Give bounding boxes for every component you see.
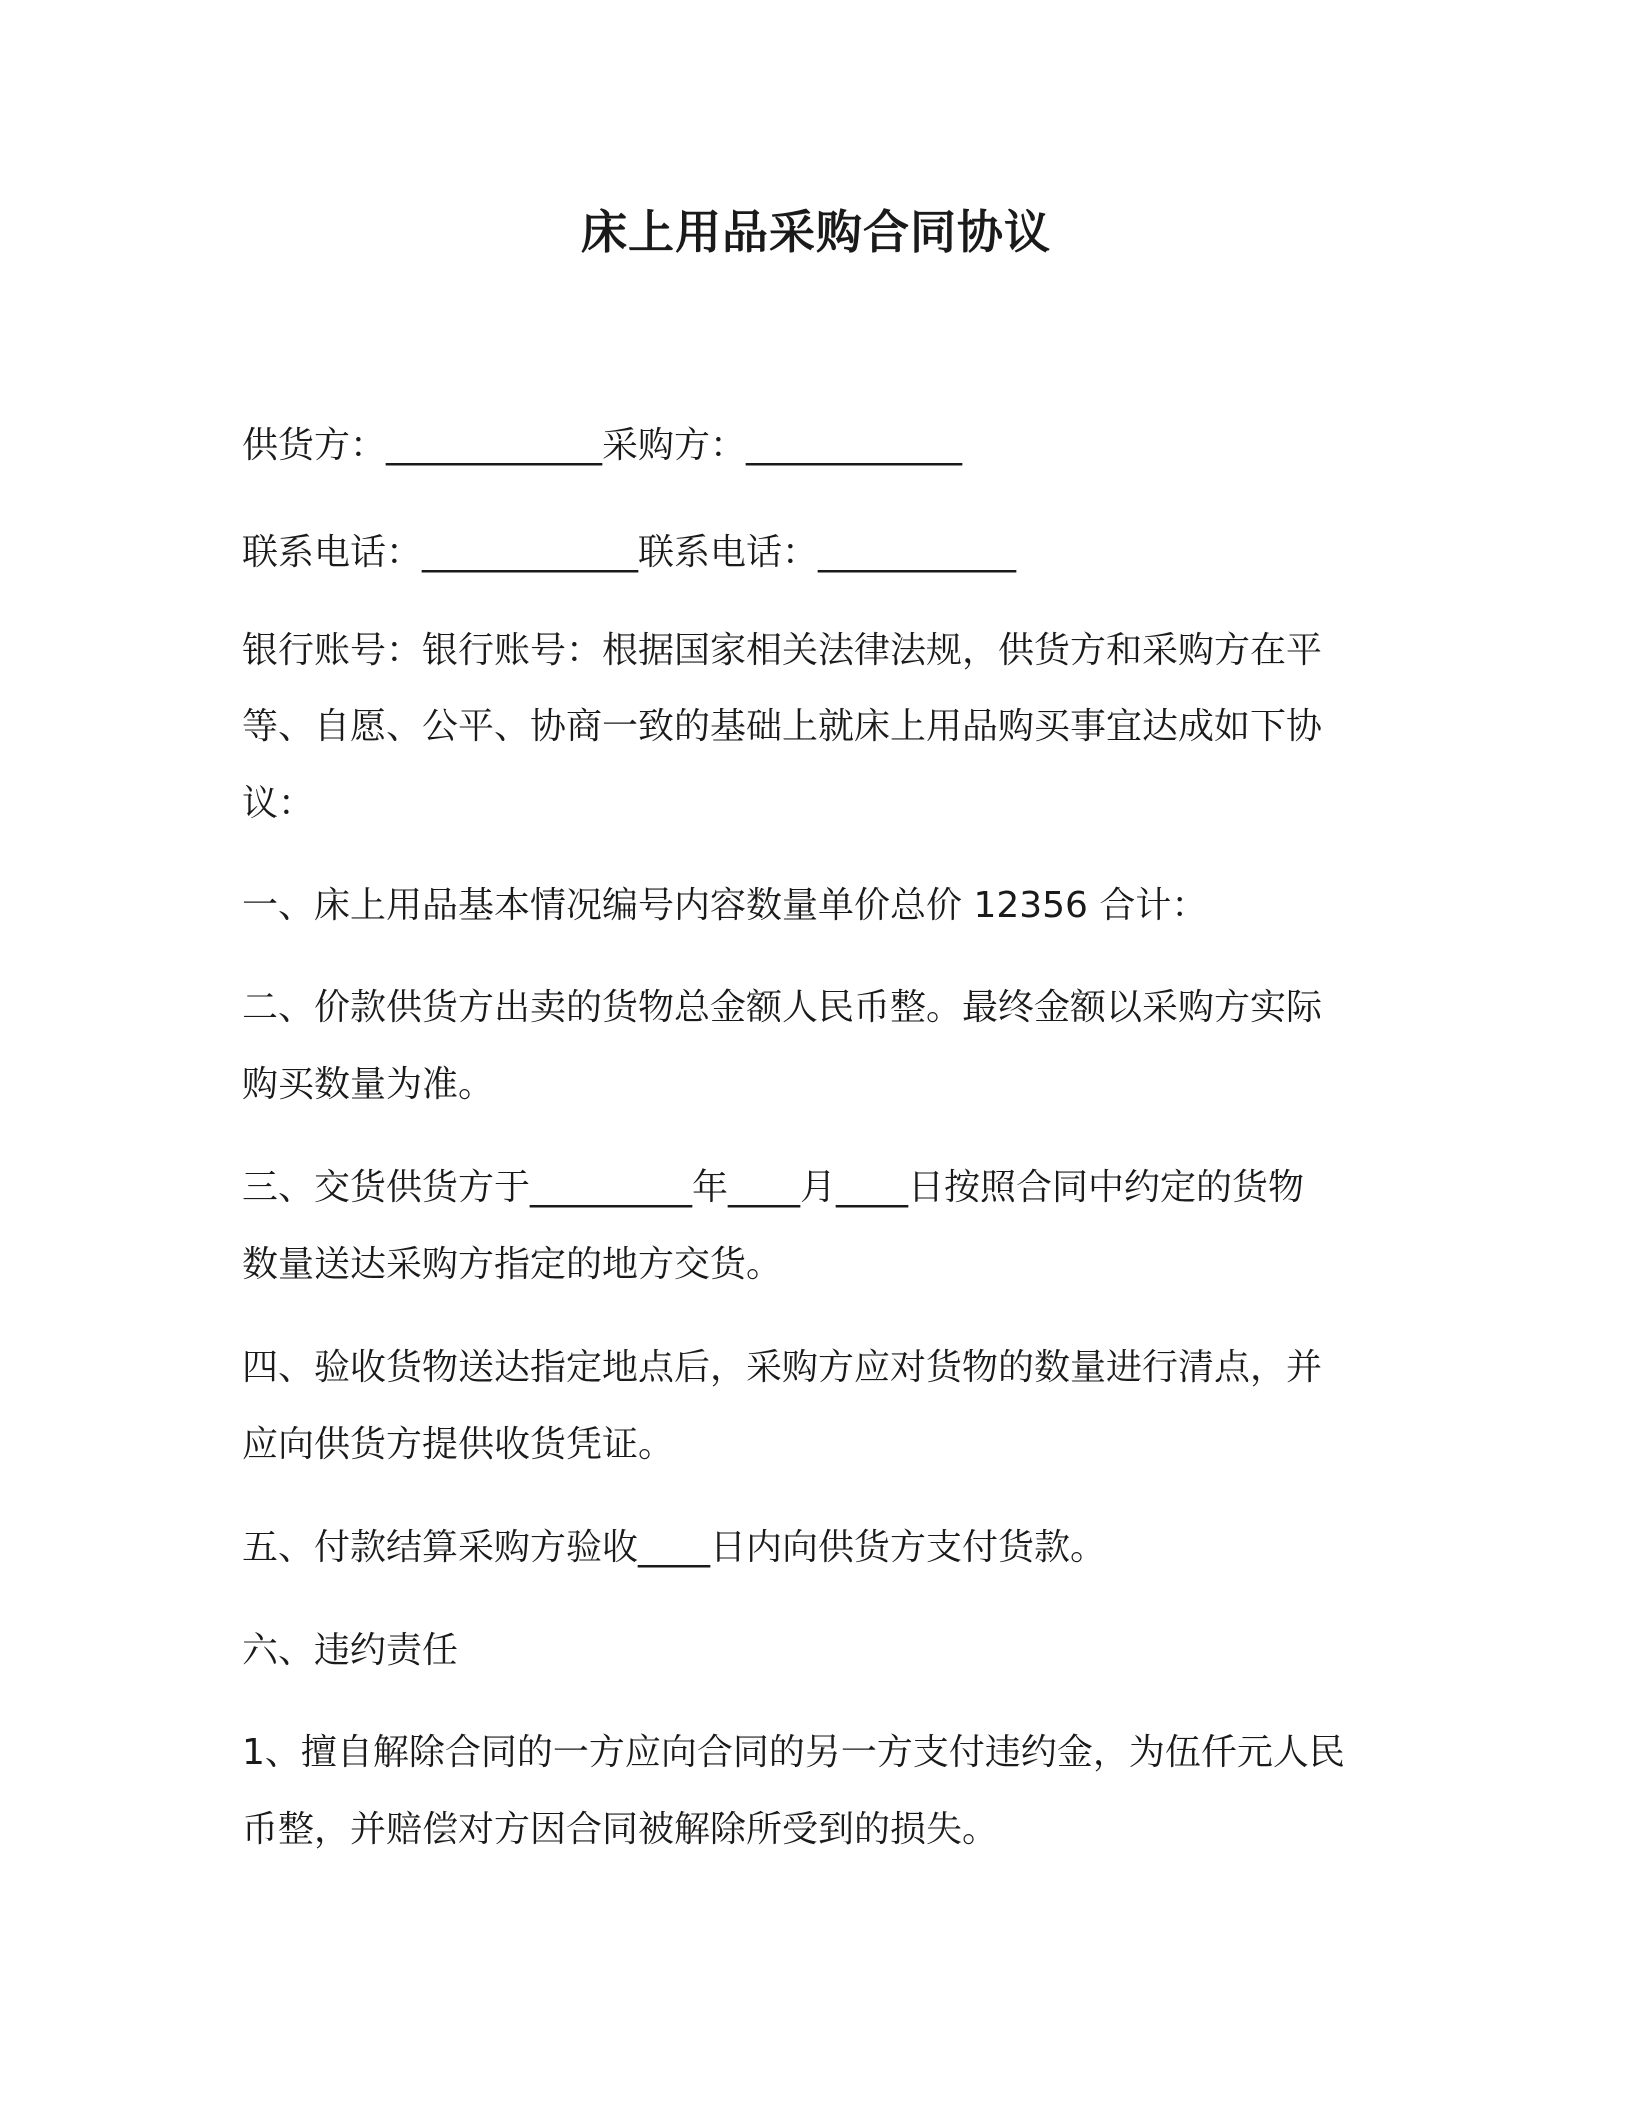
bank-account-line: 银行账号：银行账号：根据国家相关法律法规，供货方和采购方在平 xyxy=(242,630,1323,671)
phone-line: 联系电话：____________联系电话：___________ xyxy=(242,532,1017,573)
clause-2-line-2: 购买数量为准。 xyxy=(242,1064,495,1105)
clause-2-line-1: 二、价款供货方出卖的货物总金额人民币整。最终金额以采购方实际 xyxy=(242,987,1323,1028)
clause-6-1-line-2: 币整，并赔偿对方因合同被解除所受到的损失。 xyxy=(242,1809,999,1850)
clause-6-heading: 六、违约责任 xyxy=(242,1630,459,1671)
clause-5-line: 五、付款结算采购方验收____日内向供货方支付货款。 xyxy=(242,1527,1107,1568)
clause-3-line-2: 数量送达采购方指定的地方交货。 xyxy=(242,1244,783,1285)
clause-3-line-1: 三、交货供货方于_________年____月____日按照合同中约定的货物 xyxy=(242,1167,1305,1208)
clause-4-line-1: 四、验收货物送达指定地点后，采购方应对货物的数量进行清点，并 xyxy=(242,1347,1323,1388)
clause-1-line: 一、床上用品基本情况编号内容数量单价总价 12356 合计： xyxy=(242,885,1208,926)
supplier-buyer-line: 供货方：____________采购方：____________ xyxy=(242,425,963,466)
preamble-line-2: 等、自愿、公平、协商一致的基础上就床上用品购买事宜达成如下协 xyxy=(242,706,1323,747)
preamble-line-3: 议： xyxy=(242,783,315,824)
clause-4-line-2: 应向供货方提供收货凭证。 xyxy=(242,1424,675,1465)
clause-6-1-line-1: 1、擅自解除合同的一方应向合同的另一方支付违约金，为伍仟元人民 xyxy=(242,1732,1345,1773)
document-title: 床上用品采购合同协议 xyxy=(581,205,1051,259)
